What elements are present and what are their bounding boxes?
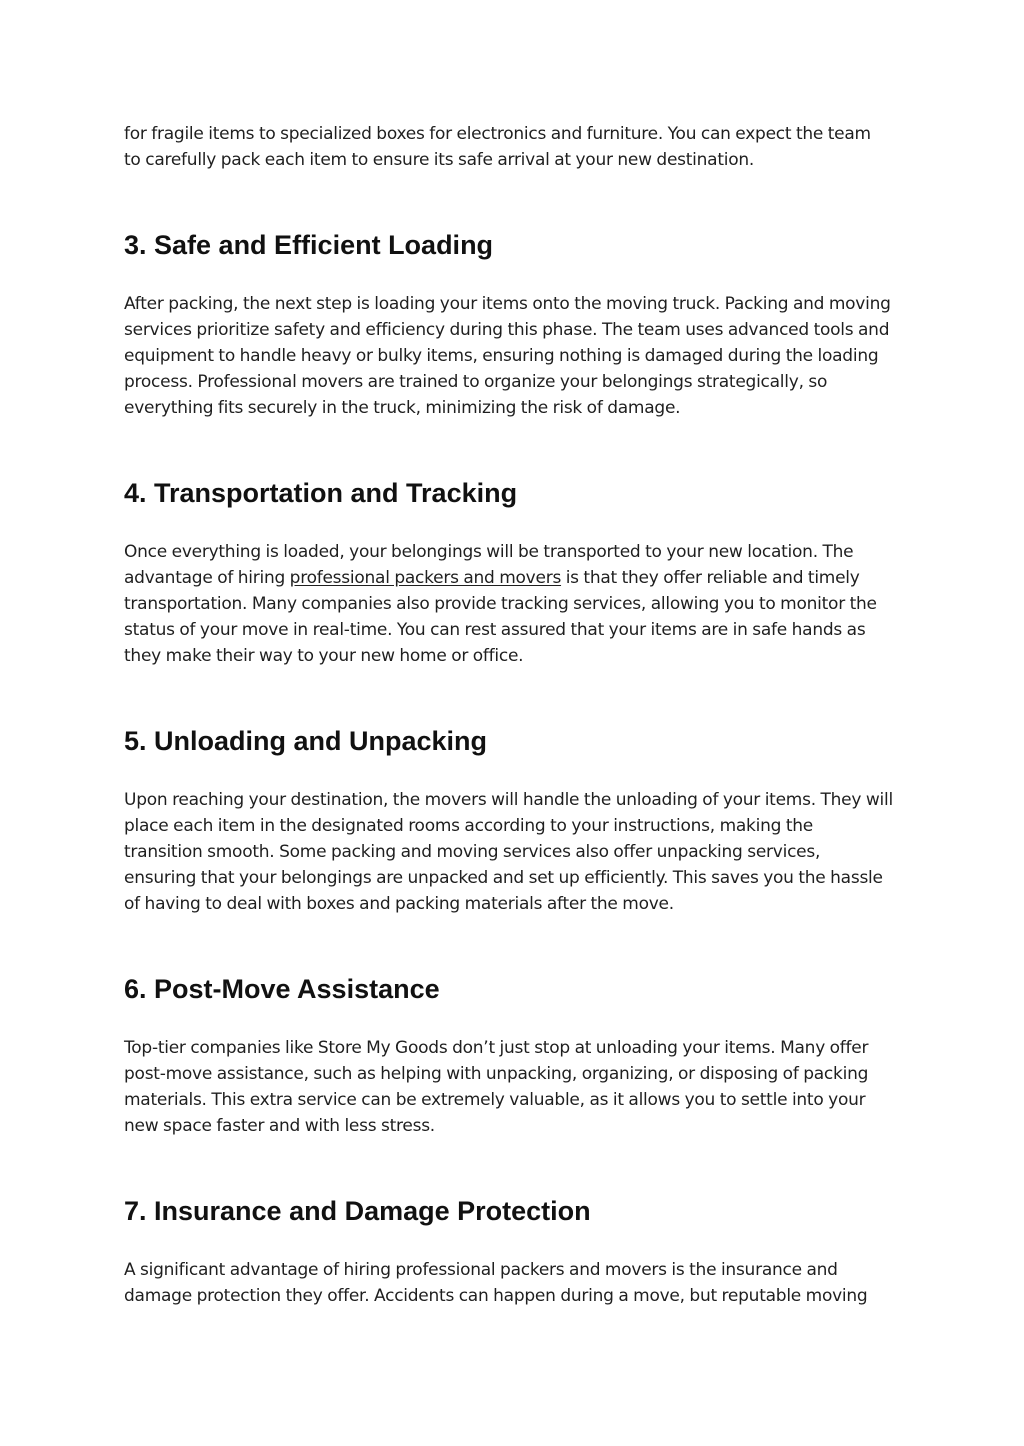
section-paragraph-transportation [124, 539, 914, 669]
intro-paragraph [124, 121, 914, 173]
packers-movers-link[interactable]: professional packers and movers [289, 568, 562, 588]
paragraph-text: advantage of hiring [124, 568, 290, 588]
paragraph-line: to carefully pack each item to ensure its safe arrival at your new destination. [124, 150, 755, 170]
paragraph-line: Once everything is loaded, your belongings will be transported to your new location. The [124, 542, 854, 562]
paragraph-line: equipment to handle heavy or bulky items, ensuring nothing is damaged during the loading [124, 346, 879, 366]
paragraph-line: they make their way to your new home or office. [124, 646, 524, 666]
section-paragraph-insurance [124, 1257, 914, 1309]
section-heading-transportation: 4. Transportation and Tracking [124, 478, 518, 508]
paragraph-line: materials. This extra service can be extremely valuable, as it allows you to settle into your [124, 1090, 866, 1110]
section-paragraph-unloading [124, 787, 914, 917]
paragraph-line: for fragile items to specialized boxes for electronics and furniture. You can expect the team [124, 124, 871, 144]
paragraph-line: damage protection they offer. Accidents can happen during a move, but reputable moving [124, 1286, 868, 1306]
paragraph-line: of having to deal with boxes and packing materials after the move. [124, 894, 674, 914]
section-heading-loading: 3. Safe and Efficient Loading [124, 230, 494, 260]
paragraph-text: is that they offer reliable and timely [561, 568, 860, 588]
paragraph-line: ensuring that your belongings are unpacked and set up efficiently. This saves you the hassle [124, 868, 883, 888]
paragraph-line: post-move assistance, such as helping with unpacking, organizing, or disposing of packing [124, 1064, 869, 1084]
section-heading-post-move: 6. Post-Move Assistance [124, 974, 440, 1004]
section-heading-insurance: 7. Insurance and Damage Protection [124, 1196, 591, 1226]
paragraph-line: Top-tier companies like Store My Goods don’t just stop at unloading your items. Many offer [124, 1038, 869, 1058]
paragraph-line: new space faster and with less stress. [124, 1116, 435, 1136]
paragraph-line: everything fits securely in the truck, minimizing the risk of damage. [124, 398, 681, 418]
paragraph-line: process. Professional movers are trained to organize your belongings strategically, so [124, 372, 828, 392]
paragraph-line: After packing, the next step is loading your items onto the moving truck. Packing and moving [124, 294, 891, 314]
paragraph-line: place each item in the designated rooms according to your instructions, making the [124, 816, 813, 836]
section-heading-unloading: 5. Unloading and Unpacking [124, 726, 488, 756]
paragraph-line [124, 565, 914, 591]
paragraph-line: Upon reaching your destination, the movers will handle the unloading of your items. They will [124, 790, 893, 810]
paragraph-line: services prioritize safety and efficiency during this phase. The team uses advanced tools and [124, 320, 890, 340]
paragraph-line: transition smooth. Some packing and moving services also offer unpacking services, [124, 842, 821, 862]
paragraph-line: transportation. Many companies also provide tracking services, allowing you to monitor the [124, 594, 877, 614]
paragraph-line: A significant advantage of hiring professional packers and movers is the insurance and [124, 1260, 838, 1280]
paragraph-line: status of your move in real-time. You can rest assured that your items are in safe hands as [124, 620, 866, 640]
section-paragraph-post-move [124, 1035, 914, 1139]
section-paragraph-loading [124, 291, 914, 421]
